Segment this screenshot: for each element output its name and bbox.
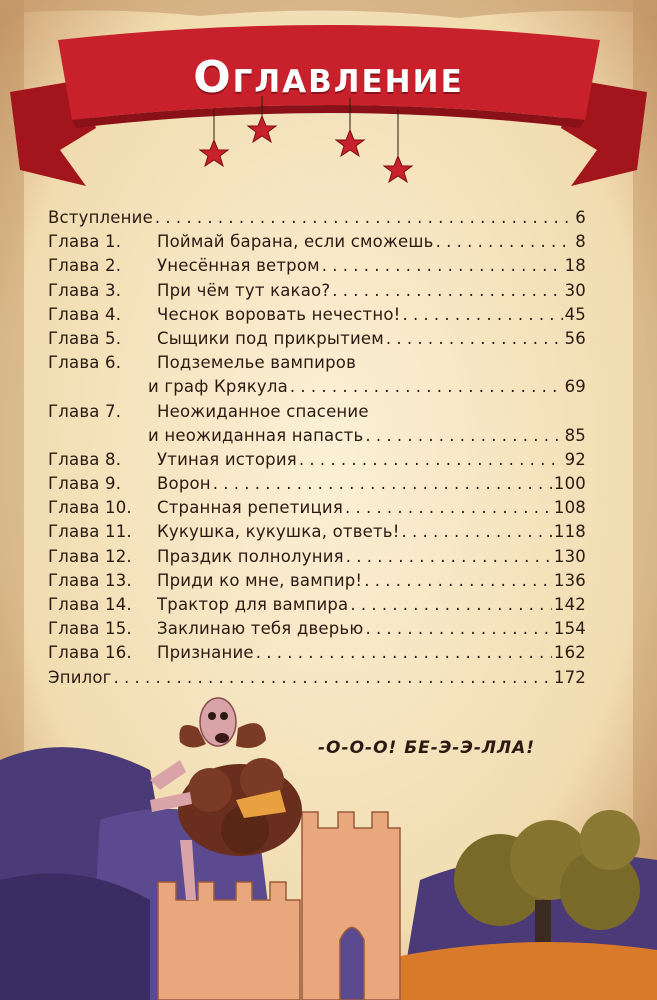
toc-entry-label: Глава 9.	[48, 474, 122, 494]
toc-entry-label: Глава 5.	[48, 328, 122, 348]
toc-entry[interactable]	[48, 329, 586, 353]
toc-entry[interactable]	[48, 450, 586, 474]
toc-entry[interactable]	[48, 619, 586, 643]
toc-entry-title: Чеснок воровать нечестно!	[157, 304, 401, 324]
toc-entry-page: 108	[553, 498, 586, 518]
toc-entry-title: Неожиданное спасение	[157, 401, 369, 421]
leader-dots	[299, 450, 563, 469]
toc-entry-continuation[interactable]	[48, 377, 586, 401]
toc-entry[interactable]	[48, 498, 586, 522]
toc-entry[interactable]	[48, 281, 586, 305]
leader-dots	[322, 256, 563, 275]
table-of-contents	[48, 208, 586, 692]
toc-entry-page: 142	[553, 595, 586, 614]
toc-entry[interactable]	[48, 474, 586, 498]
toc-entry-label: Глава 7.	[48, 401, 122, 421]
toc-entry-label: Глава 1.	[48, 232, 122, 252]
toc-entry-title: Сыщики под прикрытием	[157, 328, 384, 348]
toc-entry-page: 6	[575, 208, 586, 227]
leader-dots	[345, 498, 552, 517]
toc-entry-page: 136	[553, 570, 586, 590]
toc-entry-title: Приди ко мне, вампир!	[157, 570, 363, 590]
toc-entry-page: 118	[553, 522, 586, 542]
leader-dots	[213, 474, 552, 493]
leader-dots	[290, 377, 563, 396]
toc-entry[interactable]	[48, 208, 586, 232]
toc-entry-title: и граф Крякула	[148, 377, 288, 397]
leader-dots	[402, 305, 562, 324]
toc-entry-title: Поймай барана, если сможешь	[157, 232, 434, 252]
toc-entry[interactable]	[48, 547, 586, 571]
toc-entry-label: Глава 14.	[48, 595, 132, 614]
toc-entry-title: Странная репетиция	[157, 498, 343, 518]
toc-entry-page: 100	[553, 474, 586, 494]
toc-entry-label: Эпилог	[48, 667, 112, 687]
toc-entry-label: Глава 13.	[48, 570, 132, 590]
toc-entry-page: 8	[575, 232, 586, 252]
toc-entry-page: 130	[553, 546, 586, 566]
toc-entry[interactable]	[48, 571, 586, 595]
toc-entry-title: Ворон	[157, 474, 211, 494]
toc-entry-label: Глава 2.	[48, 256, 122, 276]
toc-entry-title: Подземелье вампиров	[157, 353, 356, 373]
toc-entry-title: Утиная история	[157, 449, 297, 469]
leader-dots	[402, 522, 552, 541]
leader-dots	[155, 208, 573, 227]
toc-entry-page: 92	[564, 449, 586, 469]
toc-entry-page: 162	[553, 643, 586, 663]
toc-entry-page: 18	[564, 256, 586, 276]
toc-entry[interactable]	[48, 402, 586, 426]
page-title: Оглавление	[193, 52, 464, 103]
leader-dots	[365, 619, 551, 638]
toc-entry-page: 172	[553, 667, 586, 687]
toc-entry-label: Глава 15.	[48, 619, 132, 639]
toc-entry[interactable]	[48, 256, 586, 280]
toc-entry-page: 69	[564, 377, 586, 397]
toc-entry[interactable]	[48, 305, 586, 329]
toc-entry-label: Глава 11.	[48, 522, 132, 542]
toc-entry-label: Глава 16.	[48, 643, 132, 663]
toc-entry-title: Унесённая ветром	[157, 256, 320, 276]
leader-dots	[256, 643, 552, 662]
leader-dots	[332, 281, 562, 300]
toc-entry-title: Признание	[157, 643, 254, 663]
leader-dots	[346, 547, 552, 566]
leader-dots	[114, 668, 552, 687]
toc-entry-label: Глава 3.	[48, 280, 122, 300]
toc-entry[interactable]	[48, 668, 586, 692]
leader-dots	[350, 595, 552, 614]
leader-dots	[365, 426, 562, 445]
leader-dots	[364, 571, 552, 590]
toc-entry[interactable]	[48, 232, 586, 256]
leader-dots	[386, 329, 563, 348]
toc-entry[interactable]	[48, 643, 586, 667]
toc-entry-label: Вступление	[48, 208, 153, 227]
toc-entry-title: Заклинаю тебя дверью	[157, 619, 364, 639]
toc-entry-title: и неожиданная напасть	[148, 425, 364, 445]
toc-entry-title: При чём тут какао?	[157, 280, 331, 300]
toc-entry[interactable]	[48, 522, 586, 546]
toc-entry-title: Праздик полнолуния	[157, 546, 344, 566]
leader-dots	[436, 232, 574, 251]
toc-entry-page: 154	[553, 619, 586, 639]
speech-text: -О-О-О! БЕ-Э-Э-ЛЛА!	[318, 738, 536, 758]
toc-entry-continuation[interactable]	[48, 426, 586, 450]
toc-entry-title: Трактор для вампира	[157, 595, 349, 614]
toc-entry[interactable]	[48, 353, 586, 377]
toc-entry-label: Глава 6.	[48, 353, 122, 373]
toc-entry-page: 56	[564, 328, 586, 348]
toc-entry-label: Глава 4.	[48, 304, 122, 324]
toc-entry-page: 45	[564, 304, 586, 324]
toc-entry-title: Кукушка, кукушка, ответь!	[157, 522, 400, 542]
toc-entry-label: Глава 8.	[48, 449, 122, 469]
toc-entry-page: 85	[564, 425, 586, 445]
toc-entry-label: Глава 12.	[48, 546, 132, 566]
toc-entry[interactable]	[48, 595, 586, 619]
toc-entry-label: Глава 10.	[48, 498, 132, 518]
toc-entry-page: 30	[564, 280, 586, 300]
